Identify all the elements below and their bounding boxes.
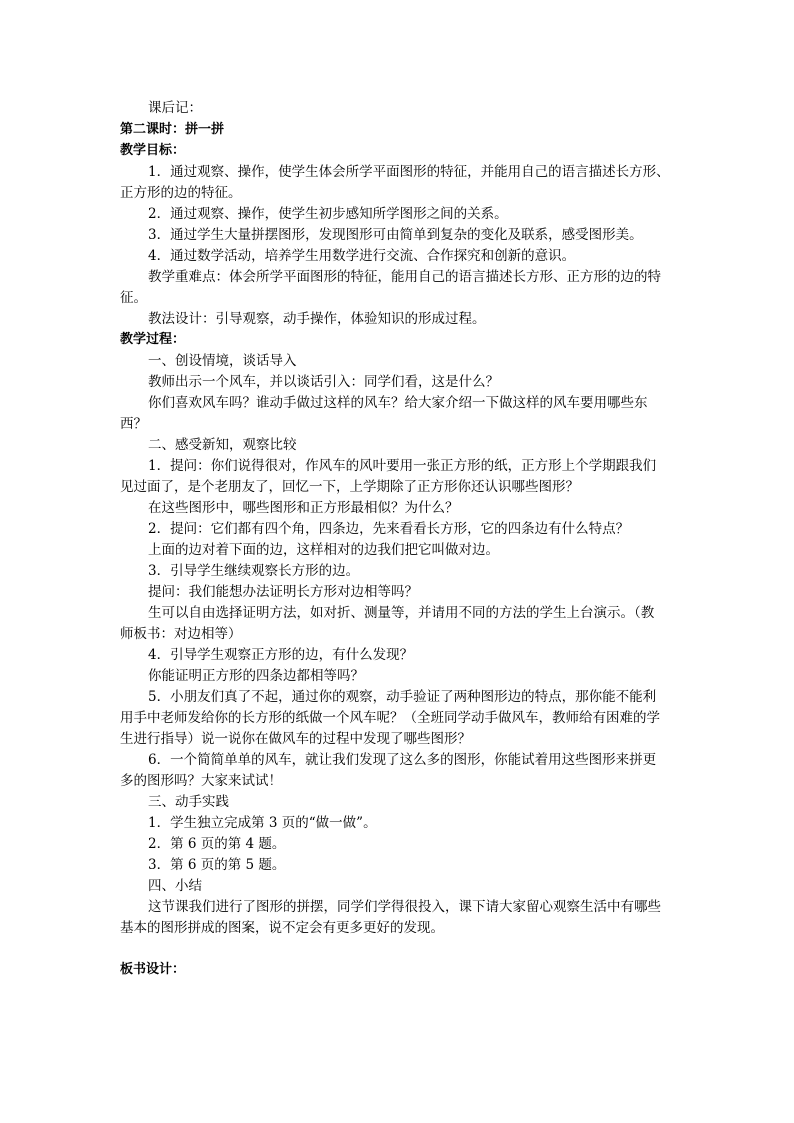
section-2-paragraph-11-line-2: 多的图形吗？大家来试试！ bbox=[120, 773, 282, 789]
section-3-item-3: 3．第 6 页的第 5 题。 bbox=[148, 857, 286, 873]
section-2-paragraph-6: 提问：我们能想办法证明长方形对边相等吗？ bbox=[148, 584, 418, 600]
section-2-paragraph-4: 上面的边对着下面的边，这样相对的边我们把它叫做对边。 bbox=[148, 542, 499, 558]
section-1-paragraph-1: 教师出示一个风车，并以谈话引入：同学们看，这是什么？ bbox=[148, 374, 499, 390]
section-2-paragraph-9: 你能证明正方形的四条边都相等吗？ bbox=[148, 668, 364, 684]
section-2-paragraph-10-line-3: 生进行指导）说一说你在做风车的过程中发现了哪些图形？ bbox=[120, 731, 471, 747]
section-1-paragraph-2-line-2: 西？ bbox=[120, 416, 147, 432]
goal-4: 4．通过数学活动，培养学生用数学进行交流、合作探究和创新的意识。 bbox=[148, 248, 576, 264]
goal-2: 2．通过观察、操作，使学生初步感知所学图形之间的关系。 bbox=[148, 206, 508, 222]
section-2-paragraph-10-line-1: 5．小朋友们真了不起，通过你的观察，动手验证了两种图形边的特点，那你能不能利 bbox=[148, 689, 657, 705]
section-2-paragraph-11-line-1: 6．一个简简单单的风车，就让我们发现了这么多的图形，你能试着用这些图形来拼更 bbox=[148, 752, 657, 768]
section-3-item-2: 2．第 6 页的第 4 题。 bbox=[148, 836, 286, 852]
section-1-title: 一、创设情境，谈话导入 bbox=[148, 353, 297, 369]
goal-1-line-2: 正方形的边的特征。 bbox=[120, 185, 242, 201]
key-points-line-2: 征。 bbox=[120, 290, 147, 306]
section-2-paragraph-1-line-1: 1．提问：你们说得很对，作风车的风叶要用一张正方形的纸，正方形上个学期跟我们 bbox=[148, 458, 657, 474]
key-points-line-1: 教学重难点：体会所学平面图形的特征，能用自己的语言描述长方形、正方形的边的特 bbox=[148, 269, 661, 285]
section-2-paragraph-5: 3．引导学生继续观察长方形的边。 bbox=[148, 563, 360, 579]
summary-line-2: 基本的图形拼成的图案，说不定会有更多更好的发现。 bbox=[120, 920, 444, 936]
section-2-paragraph-1-line-2: 见过面了，是个老朋友了，回忆一下，上学期除了正方形你还认识哪些图形？ bbox=[120, 479, 579, 495]
teaching-method: 教法设计：引导观察，动手操作，体验知识的形成过程。 bbox=[148, 311, 486, 327]
section-2-paragraph-2: 在这些图形中，哪些图形和正方形最相似？为什么？ bbox=[148, 500, 459, 516]
board-design-heading: 板书设计： bbox=[120, 962, 186, 977]
goal-1-line-1: 1．通过观察、操作，使学生体会所学平面图形的特征，并能用自己的语言描述长方形、 bbox=[148, 164, 670, 180]
summary-line-1: 这节课我们进行了图形的拼摆，同学们学得很投入，课下请大家留心观察生活中有哪些 bbox=[148, 899, 661, 915]
goals-heading: 教学目标： bbox=[120, 143, 186, 158]
after-class-note: 课后记： bbox=[148, 100, 202, 116]
section-2-paragraph-3: 2．提问：它们都有四个角，四条边，先来看看长方形，它的四条边有什么特点？ bbox=[148, 521, 630, 537]
lesson-title: 第二课时：拼一拼 bbox=[120, 122, 225, 137]
section-2-paragraph-8: 4．引导学生观察正方形的边，有什么发现？ bbox=[148, 647, 414, 663]
section-2-title: 二、感受新知，观察比较 bbox=[148, 437, 297, 453]
section-2-paragraph-7-line-1: 生可以自由选择证明方法，如对折、测量等，并请用不同的方法的学生上台演示。（教 bbox=[148, 605, 655, 621]
section-1-paragraph-2-line-1: 你们喜欢风车吗？谁动手做过这样的风车？给大家介绍一下做这样的风车要用哪些东 bbox=[148, 395, 648, 411]
section-3-item-1: 1．学生独立完成第 3 页的“做一做”。 bbox=[148, 815, 377, 831]
process-heading: 教学过程： bbox=[120, 332, 186, 347]
goal-3: 3．通过学生大量拼摆图形，发现图形可由简单到复杂的变化及联系，感受图形美。 bbox=[148, 227, 643, 243]
section-3-title: 三、动手实践 bbox=[148, 794, 229, 810]
section-2-paragraph-10-line-2: 用手中老师发给你的长方形的纸做一个风车呢？（全班同学动手做风车，教师给有困难的学 bbox=[120, 710, 660, 726]
section-2-paragraph-7-line-2: 师板书：对边相等） bbox=[120, 626, 242, 642]
section-4-title: 四、小结 bbox=[148, 878, 202, 894]
